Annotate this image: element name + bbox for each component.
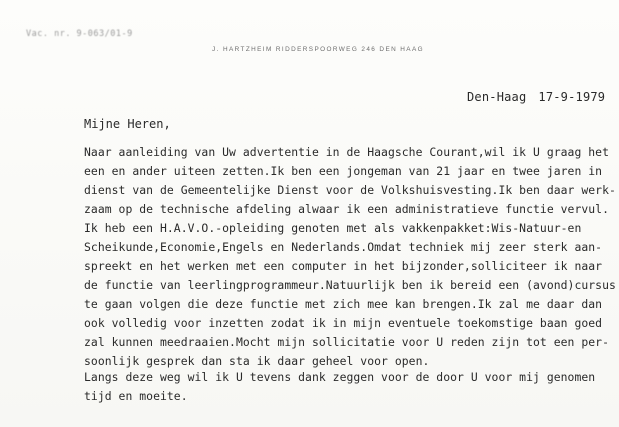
text-line: ook volledig voor inzetten zodat ik in mijn eventuele toekomstige baan goed [84, 316, 603, 330]
text-line: Scheikunde,Economie,Engels en Nederlands.Omdat techniek mij zeer sterk aan- [84, 240, 603, 254]
letterhead: J. HARTZHEIM RIDDERSPOORWEG 246 DEN HAAG [212, 46, 425, 53]
text-line: tijd en moeite. [84, 389, 188, 403]
text-line: Naar aanleiding van Uw advertentie in de Haagsche Courant,wil ik U graag het [84, 145, 609, 159]
text-line: Langs deze weg wil ik U tevens dank zeggen voor de door U voor mij genomen [84, 370, 596, 384]
dateline [467, 90, 605, 104]
paragraph-2 [84, 368, 614, 406]
text-line: soonlijk gesprek dan sta ik daar geheel voor open. [84, 354, 430, 368]
text-line: Ik heb een H.A.V.O.-opleiding genoten met als vakkenpakket:Wis-Natuur-en [84, 221, 582, 235]
text-line: zaam op de technische afdeling alwaar ik een administratieve functie vervul. [84, 202, 609, 216]
text-line: de functie van leerlingprogrammeur.Natuurlijk ben ik bereid een (avond)cursus [84, 278, 616, 292]
reference-stamp: Vac. nr. 9-063/01-9 [26, 29, 133, 39]
text-line: te gaan volgen die deze functie met zich mee kan brengen.Ik zal me daar dan [84, 297, 603, 311]
text-line: dienst van de Gemeentelijke Dienst voor de Volkshuisvesting.Ik ben daar werk- [84, 183, 616, 197]
salutation: Mijne Heren, [84, 117, 171, 131]
text-line: zal kunnen meedraaien.Mocht mijn sollicitatie voor U reden zijn tot een per- [84, 335, 609, 349]
paragraph-1 [84, 143, 614, 371]
date: 17-9-1979 [538, 90, 606, 104]
text-line: spreekt en het werken met een computer in het bijzonder,solliciteer ik naar [84, 259, 603, 273]
text-line: een en ander uiteen zetten.Ik ben een jongeman van 21 jaar en twee jaren in [84, 164, 603, 178]
place: Den-Haag [467, 90, 527, 104]
